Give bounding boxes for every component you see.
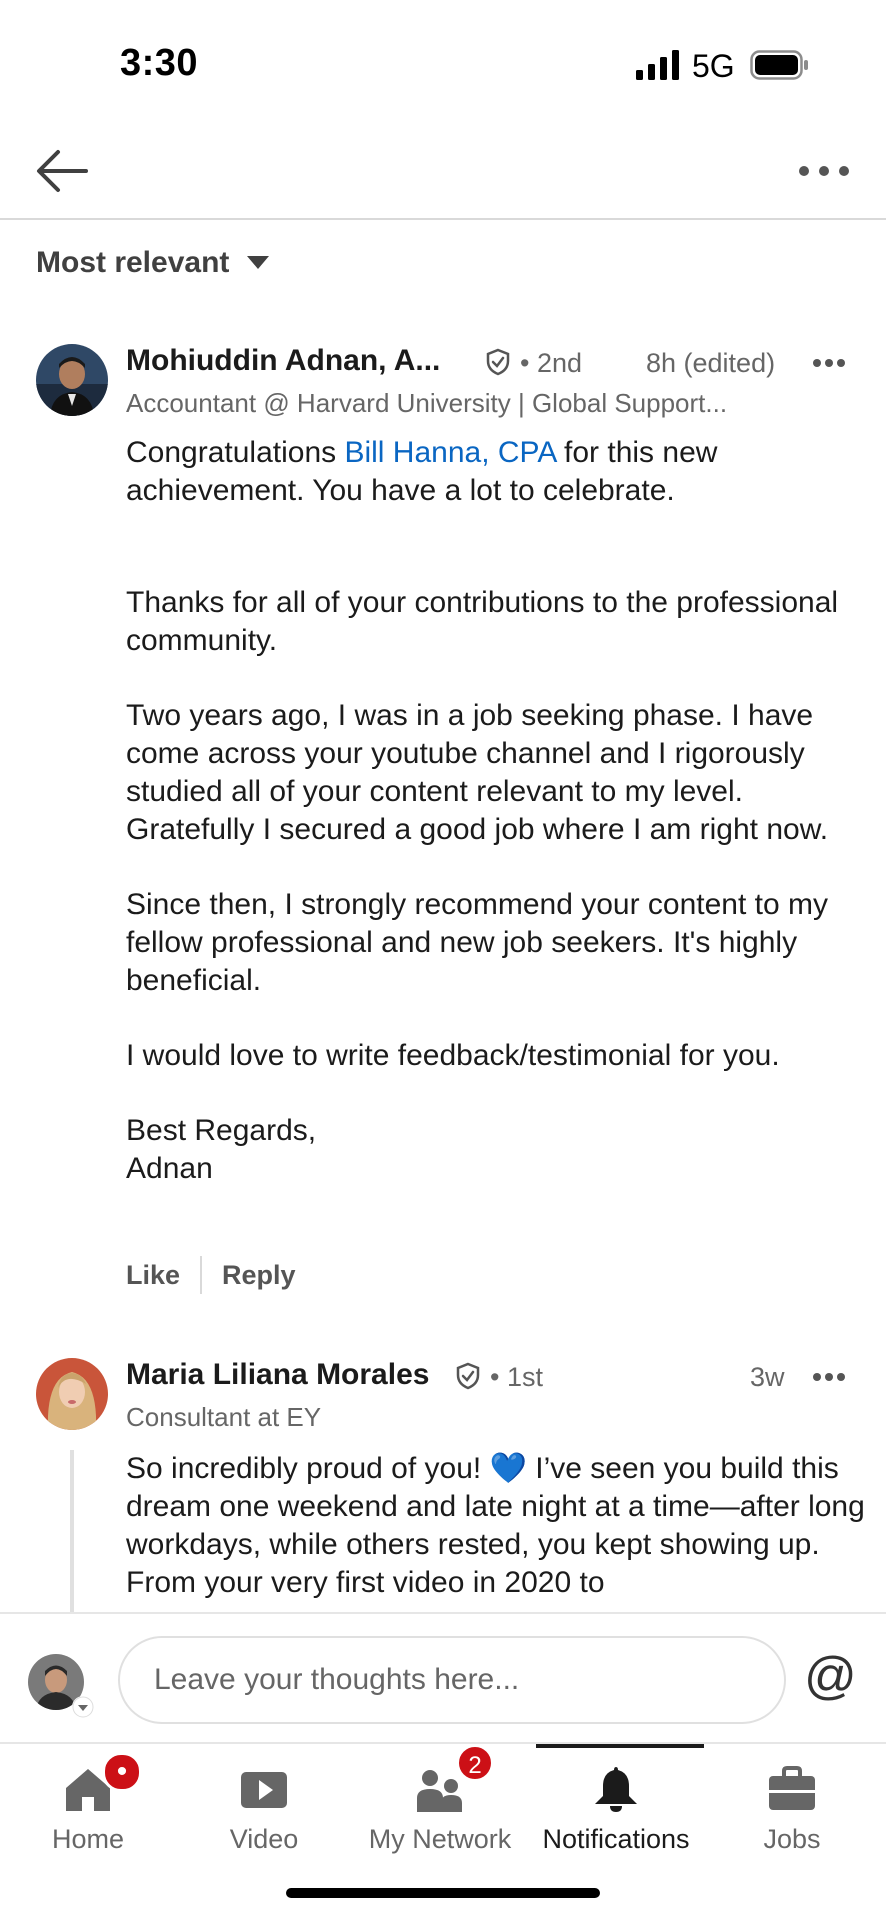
tab-label: Video — [229, 1824, 299, 1854]
tab-label: Jobs — [763, 1824, 821, 1854]
notification-dot: • — [102, 1752, 142, 1792]
caret-down-icon — [247, 256, 269, 270]
verified-shield-icon — [486, 348, 510, 376]
comment-input[interactable] — [118, 1636, 786, 1724]
status-bar — [0, 0, 886, 120]
tab-home[interactable] — [0, 1744, 176, 1864]
comment-text: for this new achievement. You have a lot to celebrate. — [126, 436, 718, 507]
back-arrow-icon[interactable] — [34, 146, 90, 196]
comment-paragraph: I would love to write feedback/testimonial for you. — [126, 1039, 780, 1072]
tab-my-network[interactable] — [352, 1744, 528, 1864]
comment-time: 3w — [750, 1362, 785, 1392]
sort-label: Most relevant — [36, 246, 230, 279]
comment-paragraph: Adnan — [126, 1152, 213, 1185]
comment-body — [126, 434, 866, 1188]
verified-shield-icon — [456, 1362, 480, 1390]
comment-composer — [0, 1612, 886, 1742]
battery-icon — [750, 50, 810, 80]
more-options-icon[interactable] — [794, 156, 854, 186]
tab-jobs[interactable] — [704, 1744, 880, 1864]
comment-more-icon[interactable] — [812, 1372, 846, 1382]
mention-button[interactable]: @ — [804, 1647, 857, 1705]
comment-paragraph: Thanks for all of your contributions to the professional community. — [126, 586, 839, 657]
bell-icon — [589, 1764, 643, 1814]
comment-text: Congratulations — [126, 436, 345, 469]
action-divider — [200, 1256, 202, 1294]
comment-actions — [126, 1256, 296, 1294]
commenter-name[interactable]: Mohiuddin Adnan, A... — [126, 344, 441, 377]
avatar[interactable] — [36, 1358, 108, 1430]
status-time: 3:30 — [120, 42, 199, 84]
caret-down-icon[interactable] — [72, 1696, 94, 1718]
home-indicator — [286, 1888, 600, 1898]
top-nav — [0, 120, 886, 220]
reply-button[interactable]: Reply — [222, 1259, 296, 1290]
network-type: 5G — [692, 48, 735, 84]
thread-line — [70, 1450, 74, 1612]
signal-icon — [636, 50, 680, 80]
tab-label: Notifications — [542, 1824, 690, 1854]
commenter-headline: Accountant @ Harvard University | Global Support... — [126, 388, 728, 418]
commenter-name[interactable]: Maria Liliana Morales — [126, 1358, 430, 1391]
comment-paragraph: Best Regards, — [126, 1114, 317, 1147]
connection-degree: • 1st — [490, 1362, 543, 1392]
comment-paragraph: So incredibly proud of you! 💙 I’ve seen you build this dream one weekend and late night at a time—after long workdays, while others rested, you kept showing up. From your very first video in 2020 to — [126, 1452, 865, 1599]
connection-degree: • 2nd — [520, 348, 583, 378]
tab-video[interactable] — [176, 1744, 352, 1864]
avatar[interactable] — [36, 344, 108, 416]
comment — [0, 340, 886, 1300]
tab-label: Home — [51, 1824, 125, 1854]
commenter-headline: Consultant at EY — [126, 1402, 322, 1432]
comment-paragraph: Since then, I strongly recommend your content to my fellow professional and new job seekers. It's highly beneficial. — [126, 888, 828, 997]
tab-notifications[interactable] — [528, 1744, 704, 1864]
mention-link[interactable]: Bill Hanna, CPA — [344, 436, 556, 469]
sort-dropdown[interactable] — [36, 246, 269, 280]
briefcase-icon — [765, 1764, 819, 1814]
tab-label: My Network — [368, 1824, 512, 1854]
network-badge: 2 — [456, 1744, 494, 1782]
comment — [0, 1358, 886, 1612]
comment-time: 8h (edited) — [646, 348, 776, 378]
video-icon — [237, 1764, 291, 1814]
comment-body — [126, 1450, 866, 1602]
comment-more-icon[interactable] — [812, 358, 846, 368]
comment-paragraph: Two years ago, I was in a job seeking phase. I have come across your youtube channel and I rigorously studied all of your content relevant to my level. Gratefully I secured a good job where I am right now. — [126, 699, 829, 846]
like-button[interactable]: Like — [126, 1259, 181, 1290]
